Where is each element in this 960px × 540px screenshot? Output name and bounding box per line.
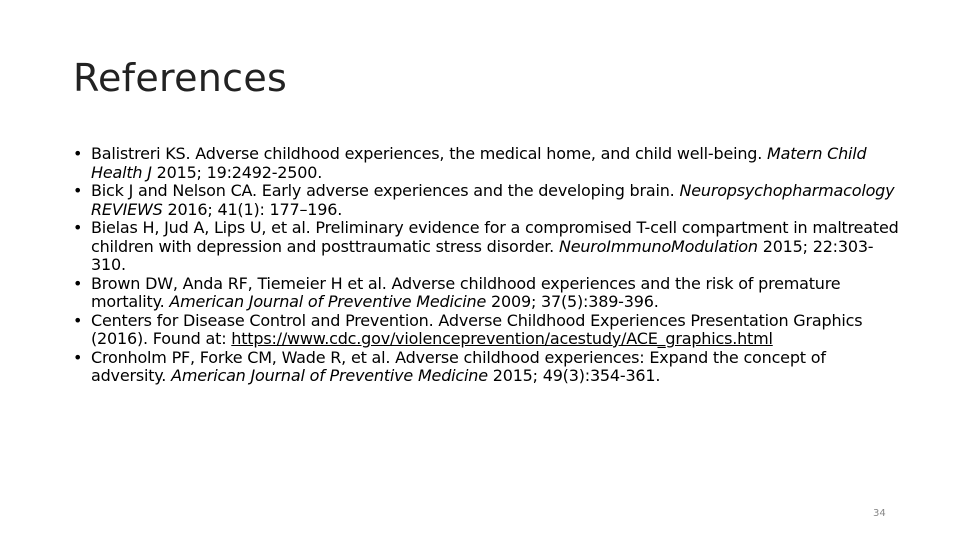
bullet-icon: •: [73, 218, 83, 237]
slide-title: References: [73, 56, 288, 100]
reference-journal: American Journal of Preventive Medicine: [169, 292, 487, 311]
reference-text: Centers for Disease Control and Prevention. Adverse Childhood Experiences Presentation Graphics (2016). Found at:: [91, 310, 863, 348]
reference-citation: 2015; 49(3):354-361.: [487, 366, 661, 385]
reference-journal: American Journal of Preventive Medicine: [171, 366, 488, 385]
reference-text: Bielas H, Jud A, Lips U, et al. Preliminary evidence for a compromised T-cell compartment in maltreated children with depression and posttraumatic stress disorder.: [91, 218, 899, 256]
reference-citation: 2015; 19:2492-2500.: [151, 162, 323, 182]
reference-journal: Neuropsychopharmacology REVIEWS: [91, 181, 895, 219]
reference-citation: 2015; 22:303-310.: [91, 236, 874, 274]
reference-text: Brown DW, Anda RF, Tiemeier H et al. Adverse childhood experiences and the risk of premature mortality.: [91, 273, 841, 311]
reference-citation: 2009; 37(5):389-396.: [486, 292, 659, 311]
reference-journal: Matern Child Health J: [91, 144, 867, 182]
reference-journal: NeuroImmunoModulation: [558, 236, 758, 256]
bullet-icon: •: [73, 144, 83, 163]
reference-text: Bick J and Nelson CA. Early adverse experiences and the developing brain.: [91, 181, 675, 200]
reference-item: [73, 182, 903, 219]
reference-list: [73, 145, 903, 386]
reference-item: [73, 219, 903, 275]
bullet-icon: •: [73, 273, 83, 293]
bullet-icon: •: [73, 347, 83, 367]
reference-text: Cronholm PF, Forke CM, Wade R, et al. Adverse childhood experiences: Expand the concept of adversity.: [91, 347, 826, 385]
reference-item: [73, 275, 903, 312]
reference-citation: 2016; 41(1): 177–196.: [162, 199, 343, 219]
reference-item: [73, 349, 903, 386]
reference-item: [73, 145, 903, 182]
cdc-ace-graphics-link[interactable]: https://www.cdc.gov/violenceprevention/acestudy/ACE_graphics.html: [231, 329, 773, 348]
reference-text: Balistreri KS. Adverse childhood experiences, the medical home, and child well-being.: [91, 144, 763, 163]
reference-item: [73, 312, 903, 349]
page-number: 34: [873, 508, 886, 519]
bullet-icon: •: [73, 310, 83, 330]
bullet-icon: •: [73, 181, 83, 200]
